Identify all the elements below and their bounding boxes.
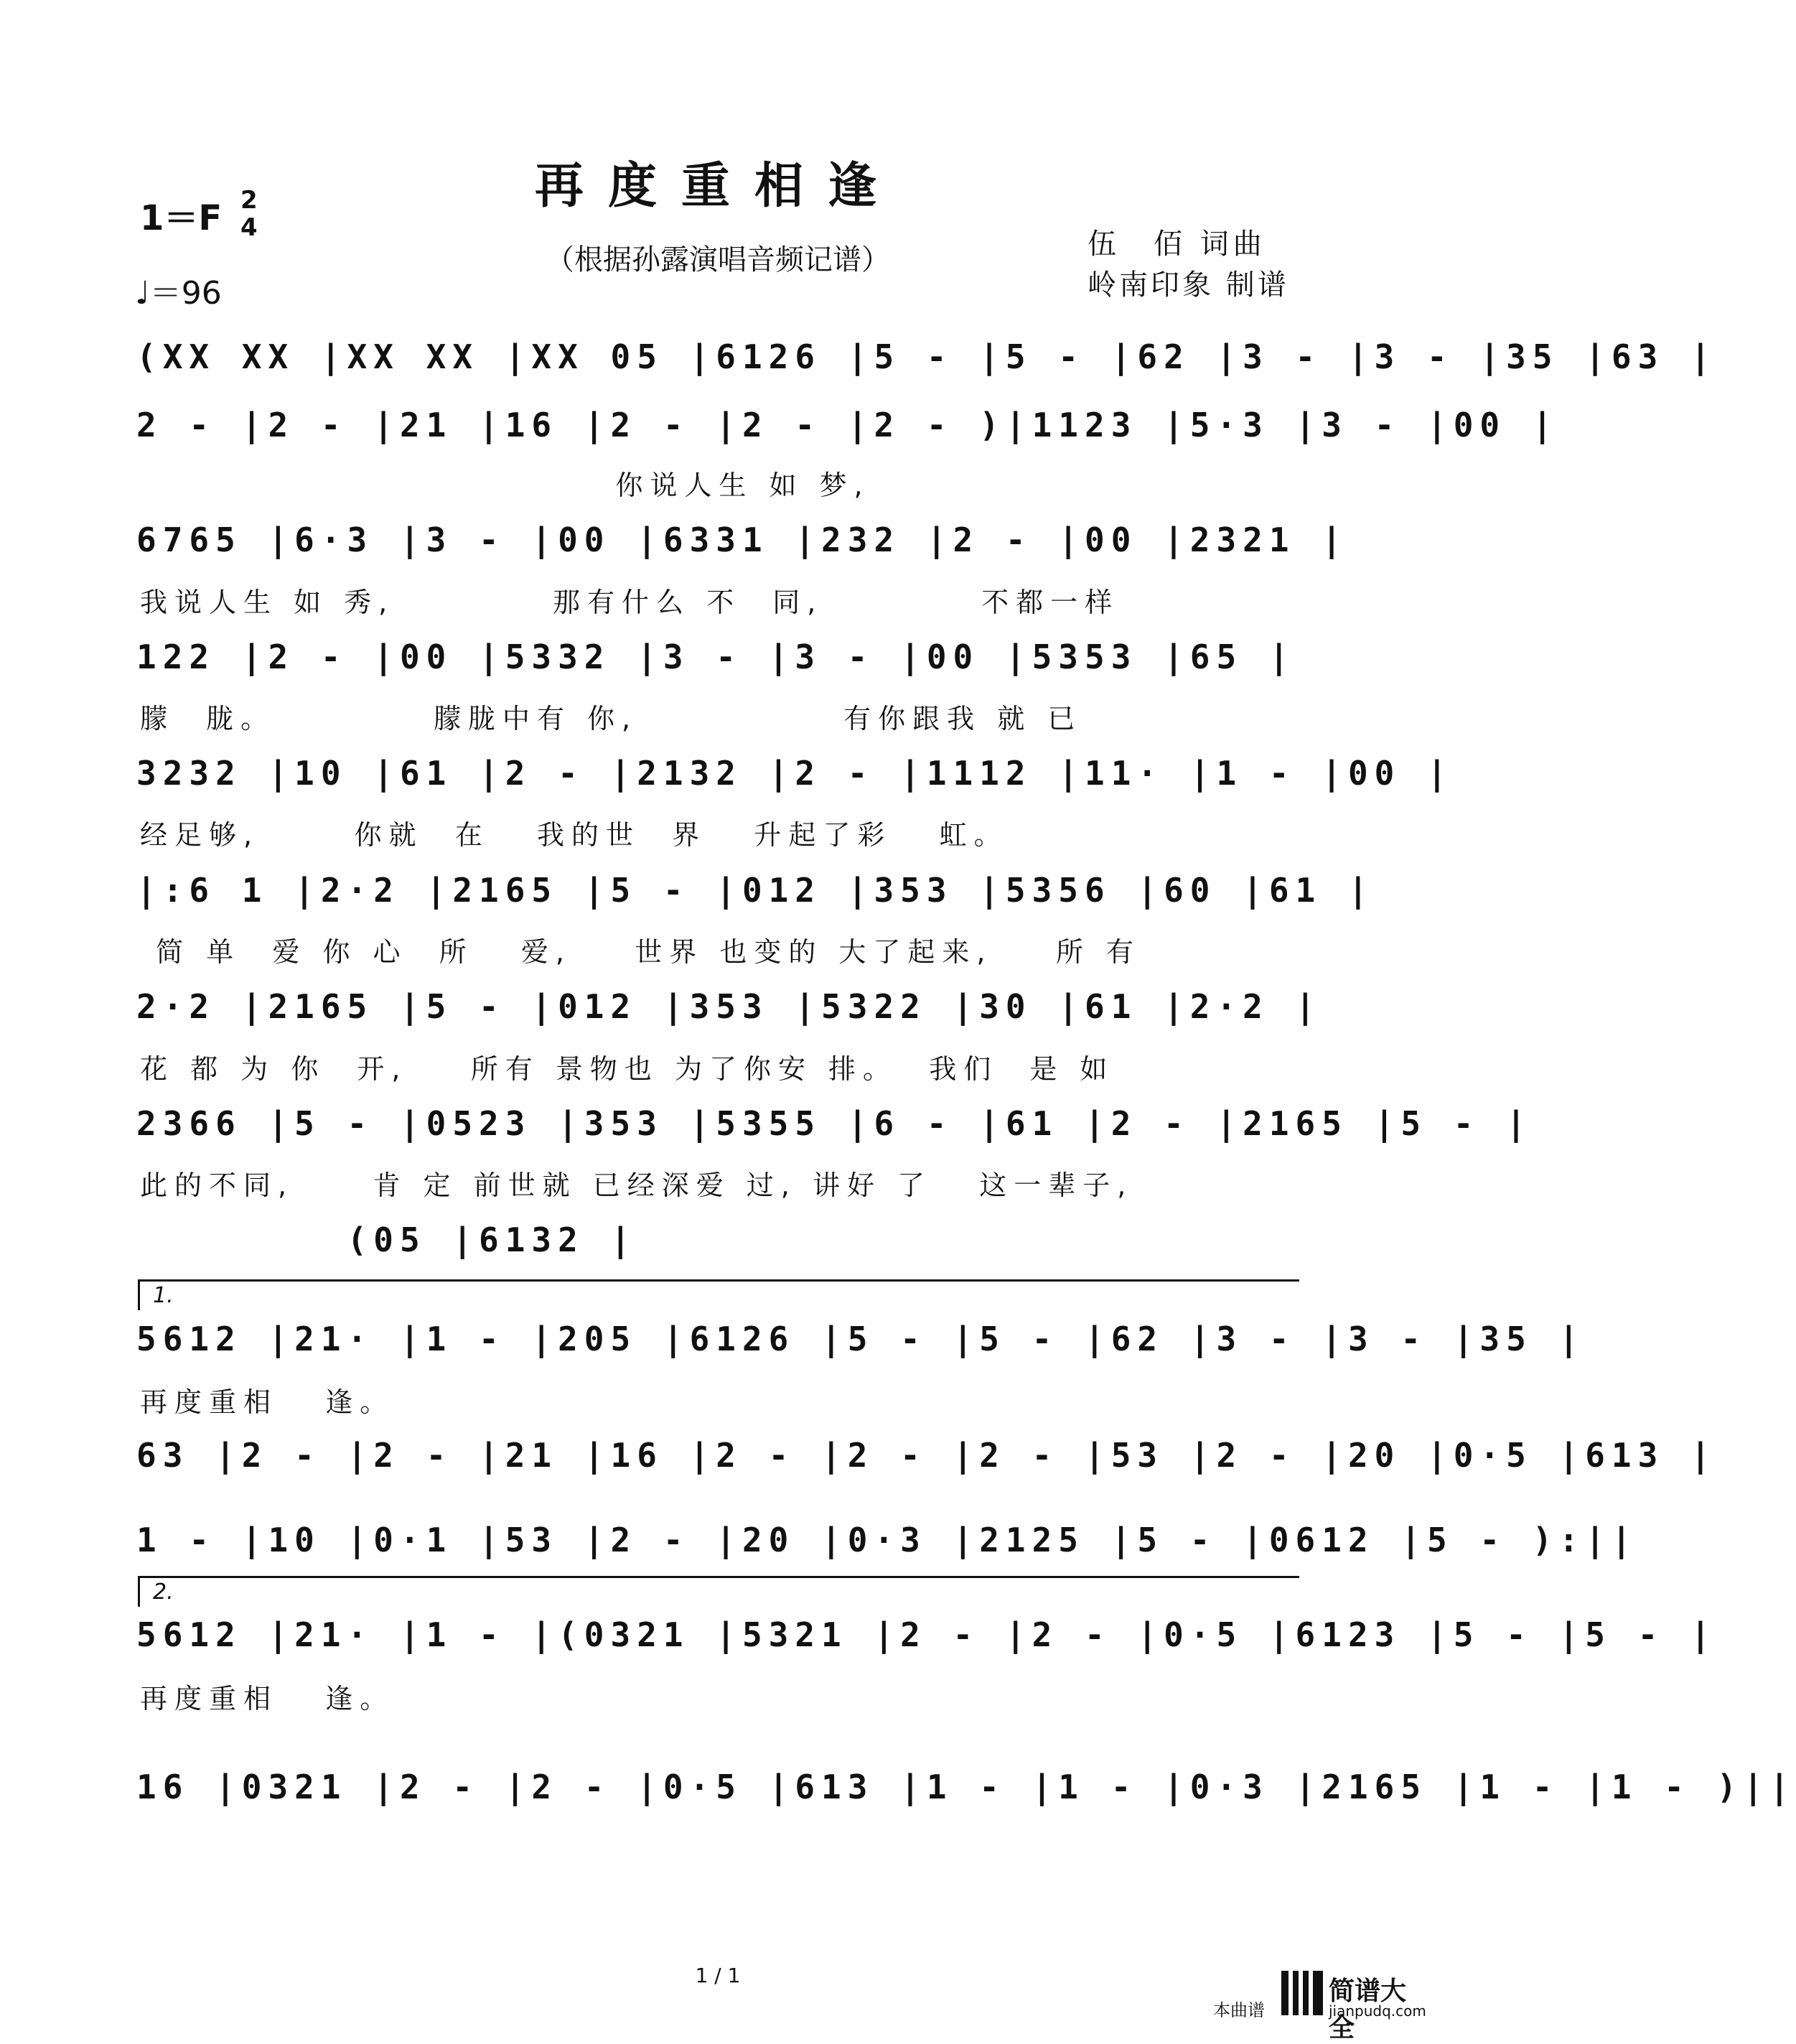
- notation-line-10: 5612 |21· |1 - |205 |6126 |5 - |5 - |62 |3 - |3 - |35 |: [136, 1320, 1586, 1358]
- lyric-line-7: 花 都 为 你 开, 所有 景物也 为了你安 排。 我们 是 如: [140, 1053, 1115, 1085]
- lyric-line-5: 经足够, 你就 在 我的世 界 升起了彩 虹。: [140, 819, 1009, 851]
- second-ending-bracket: [138, 1576, 1299, 1607]
- arranger-credit: 岭南印象 制谱: [1088, 269, 1289, 302]
- song-subtitle: （根据孙露演唱音频记谱）: [546, 243, 890, 276]
- notation-line-14: 16 |0321 |2 - |2 - |0·5 |613 |1 - |1 - |0·3 |2165 |1 - |1 - )||: [136, 1768, 1796, 1806]
- notation-line-8: 2366 |5 - |0523 |353 |5355 |6 - |61 |2 - |2165 |5 - |: [136, 1104, 1533, 1143]
- lyric-line-2: 你说人生 如 梦,: [140, 470, 870, 501]
- footer-note: 本曲谱: [1213, 2000, 1265, 2020]
- notation-line-7: 2·2 |2165 |5 - |012 |353 |5322 |30 |61 |2·2 |: [136, 987, 1322, 1026]
- first-ending-label: 1.: [153, 1283, 174, 1308]
- first-ending-bracket: [138, 1279, 1299, 1310]
- notation-line-13: 5612 |21· |1 - |(0321 |5321 |2 - |2 - |0·5 |6123 |5 - |5 - |: [136, 1615, 1717, 1654]
- composer-credit: 伍 佰 词曲: [1088, 228, 1266, 261]
- notation-line-1: (XX XX |XX XX |XX 05 |6126 |5 - |5 - |62 |3 - |3 - |35 |63 |: [136, 337, 1717, 376]
- notation-line-3: 6765 |6·3 |3 - |00 |6331 |232 |2 - |00 |2321 |: [136, 521, 1348, 559]
- lyric-line-10: 再度重相 逢。: [140, 1386, 395, 1418]
- notation-line-12: 1 - |10 |0·1 |53 |2 - |20 |0·3 |2125 |5 - |0612 |5 - ):||: [136, 1521, 1638, 1559]
- piano-keys-icon: [1281, 1971, 1323, 2015]
- second-ending-label: 2.: [153, 1579, 174, 1605]
- lyric-line-6: 简 单 爱 你 心 所 爱, 世界 也变的 大了起来, 所 有: [140, 936, 1141, 968]
- notation-line-11: 63 |2 - |2 - |21 |16 |2 - |2 - |2 - |53 |2 - |20 |0·5 |613 |: [136, 1436, 1717, 1475]
- song-title: 再度重相逢: [534, 157, 901, 215]
- notation-line-6: |:6 1 |2·2 |2165 |5 - |012 |353 |5356 |60 |61 |: [136, 871, 1375, 910]
- lyric-line-4: 朦 胧。 朦胧中有 你, 有你跟我 就 已: [140, 703, 1082, 734]
- lyric-line-8: 此的不同, 肯 定 前世就 已经深爱 过, 讲好 了 这一辈子,: [140, 1170, 1133, 1201]
- tempo-marking: ♩＝96: [135, 275, 222, 312]
- lyric-line-3: 我说人生 如 秀, 那有什么 不 同, 不都一样: [140, 587, 1120, 618]
- time-signature-bottom: 4: [240, 213, 258, 242]
- notation-line-5: 3232 |10 |61 |2 - |2132 |2 - |1112 |11· |1 - |00 |: [136, 754, 1454, 793]
- page-number: 1 / 1: [695, 1964, 741, 1987]
- notation-line-9: (05 |6132 |: [136, 1221, 637, 1259]
- notation-line-4: 122 |2 - |00 |5332 |3 - |3 - |00 |5353 |65 |: [136, 638, 1296, 676]
- key-signature: 1＝F: [140, 198, 223, 238]
- logo-site: jianpudq.com: [1329, 2002, 1426, 2020]
- time-signature-top: 2: [240, 186, 258, 215]
- site-logo: [1281, 1971, 1426, 2043]
- lyric-line-13: 再度重相 逢。: [140, 1683, 395, 1714]
- notation-line-2: 2 - |2 - |21 |16 |2 - |2 - |2 - )|1123 |5·3 |3 - |00 |: [136, 406, 1559, 444]
- logo-brand: 简谱大全: [1329, 1977, 1407, 2043]
